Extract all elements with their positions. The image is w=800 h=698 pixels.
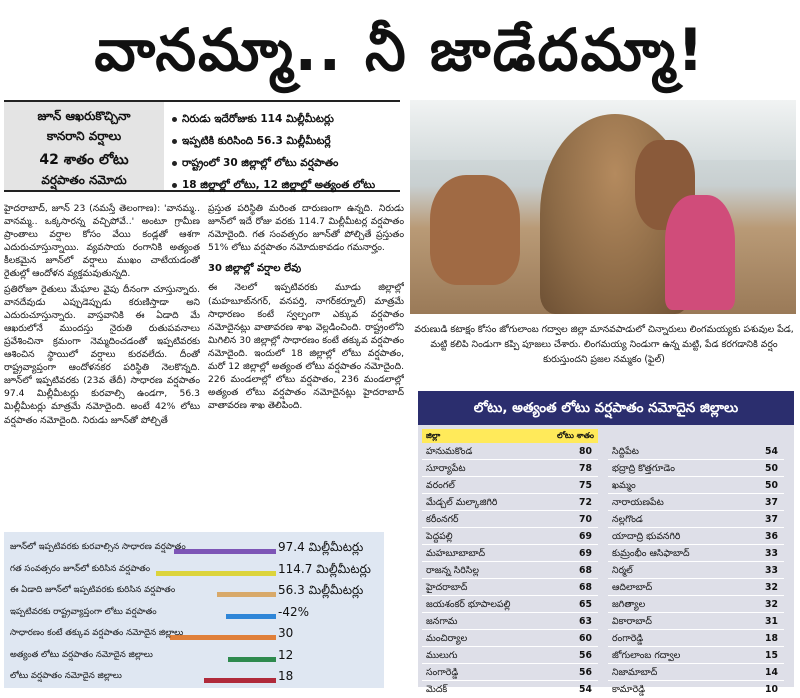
- article-paragraph: ప్రస్తుత పరిస్థితి మరింత దారుణంగా ఉన్నది. నిరుడు జూన్‌లో ఇదే రోజు వరకు 114.7 మిల్లీమీటర్ల వర్షపాతం నమోదైంది. గత సంవత్సరం జూన్‌తో పోల్చితే ప్రస్తుతం 51% లోటు వర్షపాతం నమోదుకావడం గమనార్హం.: [208, 203, 404, 254]
- stat-row: [10, 667, 380, 685]
- district-name: కరీంనగర్: [426, 514, 459, 525]
- stat-row: [10, 581, 380, 599]
- stat-value: -42%: [278, 604, 310, 619]
- district-row: [422, 477, 598, 494]
- district-name: మెదక్: [426, 684, 448, 695]
- district-row: [608, 443, 784, 460]
- district-name: వరంగల్: [426, 480, 455, 491]
- article-subheading: 30 జిల్లాల్లో వర్షాల లేవు: [208, 263, 302, 275]
- article-column-2: [208, 202, 404, 526]
- stat-label: ఇప్పటివరకు రాష్ట్రవ్యాప్తంగా లోటు వర్షపాతం: [10, 606, 157, 617]
- district-row: [608, 477, 784, 494]
- district-row: [422, 579, 598, 596]
- district-deficit: 10: [765, 684, 778, 695]
- district-deficit: 68: [579, 565, 592, 576]
- strap-left: [4, 102, 164, 190]
- district-deficit: 69: [579, 531, 592, 542]
- district-row: [608, 647, 784, 664]
- district-name: కామారెడ్డి: [612, 684, 645, 695]
- article-paragraph: ప్రతిరోజూ రైతులు మేఘాల వైపు దీనంగా చూస్తున్నారు. వానదేవుడు ఎప్పుడెప్పుడు కరుణిస్తాడా అని ఎదురుచూస్తున్నారు. వాస్తవానికి ఈ ఏడాది మే ఆఖరులోనే ముందస్తు నైరుతి రుతుపవనాలు ప్రవేశించినా క్రమంగా నెమ్మదించడంతో ఇప్పటివరకు ఆశించిన స్థాయిలో వర్షాలు కురవలేదు. దీంతో రాష్ట్రవ్యాప్తంగా ఆందోళనకర పరిస్థితి నెలకొన్నది. జూన్‌లో ఇప్పటివరకు (23వ తేదీ) సాధారణ వర్షపాతం 97.4 మిల్లీమీటర్లు కురవాల్సి ఉండగా, 56.3 మిల్లీమీటర్లు మాత్రమే నమోదైంది. అంటే 42% లోటు వర్షపాతం నమోదైంది. నిరుడు జూన్‌తో పోల్చితే: [4, 283, 200, 426]
- photo-child: [430, 175, 520, 285]
- district-deficit: 75: [579, 480, 592, 491]
- stat-row: [10, 624, 380, 642]
- district-name: యాదాద్రి భువనగిరి: [612, 531, 681, 542]
- strap: [4, 100, 400, 192]
- stat-value: 18: [278, 669, 294, 683]
- district-deficit: 14: [765, 667, 778, 678]
- district-deficit: 56: [579, 650, 592, 661]
- strap-left-line1: జూన్ ఆఖరుకొచ్చినా: [37, 109, 131, 123]
- district-deficit: 50: [765, 480, 778, 491]
- district-deficit: 60: [579, 633, 592, 644]
- district-row: [608, 664, 784, 681]
- district-deficit: 32: [765, 599, 778, 610]
- district-name: నారాయణపేట: [612, 497, 664, 508]
- district-row: [422, 647, 598, 664]
- strap-left-line4: వర్షపాతం నమోదు: [41, 173, 127, 187]
- stat-row: [10, 538, 380, 556]
- article-paragraph: ఈ నెలలో ఇప్పటివరకు మూడు జిల్లాల్లో (మహబూబ్‌నగర్, వనపర్తి, నాగర్‌కర్నూల్) మాత్రమే సాధారణం కంటే స్వల్పంగా ఎక్కువ వర్షపాతం నమోదైనట్లు వాతావరణ శాఖ వెల్లడించింది. రాష్ట్రంలోని మిగిలిన 30 జిల్లాల్లో సాధారణం కంటే తక్కువ వర్షపాతం నమోదైంది. ఇందులో 18 జిల్లాల్లో లోటు వర్షపాతం, మరో 12 జిల్లాల్లో అత్యంత లోటు వర్షపాతం నమోదైంది. 226 మండలాల్లో లోటు వర్షపాతం, 236 మండలాల్లో అత్యంత లోటు వర్షపాతం నమోదైనట్లు హైదరాబాద్ వాతావరణ శాఖ తెలిపింది.: [208, 282, 404, 412]
- stat-value: 56.3 మిల్లీమీటర్లు: [278, 583, 364, 597]
- district-name: కుమ్రంభీం ఆసిఫాబాద్: [612, 548, 690, 559]
- strap-point: రాష్ట్రంలో 30 జిల్లాల్లో లోటు వర్షపాతం: [170, 152, 400, 174]
- district-deficit: 56: [579, 667, 592, 678]
- district-name: మేడ్చల్ మల్కాజిగిరి: [426, 497, 498, 508]
- stat-label: అత్యంత లోటు వర్షపాతం నమోదైన జిల్లాలు: [10, 649, 153, 660]
- photo-child: [665, 195, 735, 310]
- district-row: [422, 613, 598, 630]
- districts-table: [418, 425, 794, 695]
- district-deficit: 65: [579, 599, 592, 610]
- district-deficit: 68: [579, 582, 592, 593]
- header-deficit: లోటు శాతం: [556, 431, 594, 440]
- stat-bar: [174, 549, 276, 554]
- stat-row: [10, 646, 380, 664]
- district-name: సంగారెడ్డి: [426, 667, 459, 678]
- district-row: [422, 443, 598, 460]
- district-name: ఆదిలాబాద్: [612, 582, 653, 593]
- district-name: నిర్మల్: [612, 565, 633, 576]
- article-paragraph: హైదరాబాద్, జూన్ 23 (నమస్తే తెలంగాణ): 'వానమ్మ.. వానమ్మ.. ఒక్కసారన్న వచ్చిపోవే..' అంటూ గ్రామీణ ప్రాంతాలు వర్షాల కోసం వేయి కండ్లతో ఆశగా ఎదురుచూస్తున్నాయి. వ్యవసాయ రంగానికి అత్యంత కీలకమైన జూన్‌లో వర్షాలు ముఖం చాటేయడంతో రైతుల్లో ఆందోళన వ్యక్తమవుతున్నది.: [4, 203, 200, 280]
- stat-label: సాధారణం కంటే తక్కువ వర్షపాతం నమోదైన జిల్లాలు: [10, 628, 184, 638]
- district-deficit: 63: [579, 616, 592, 627]
- district-name: రాజన్న సిరిసిల్ల: [426, 565, 479, 576]
- district-name: సిద్దిపేట: [612, 446, 639, 457]
- district-name: ములుగు: [426, 650, 458, 661]
- district-row: [608, 562, 784, 579]
- district-row: [608, 494, 784, 511]
- article-column-1: [4, 202, 200, 526]
- district-name: భద్రాద్రి కొత్తగూడెం: [612, 463, 675, 474]
- stat-bar: [156, 571, 276, 576]
- district-name: సూర్యాపేట: [426, 463, 466, 474]
- district-row: [422, 511, 598, 528]
- strap-point: 18 జిల్లాల్లో లోటు, 12 జిల్లాల్లో అత్యంత లోటు: [170, 174, 400, 196]
- district-row: [608, 613, 784, 630]
- district-row: [608, 511, 784, 528]
- strap-point: ఇప్పటికి కురిసింది 56.3 మిల్లీమీటర్లే: [170, 130, 400, 152]
- district-row: [608, 528, 784, 545]
- district-row: [422, 460, 598, 477]
- stat-value: 12: [278, 647, 294, 662]
- district-deficit: 33: [765, 548, 778, 559]
- district-name: వికారాబాద్: [612, 616, 652, 627]
- stat-bar: [170, 635, 276, 640]
- photo-children-rain-ritual: [410, 100, 796, 314]
- stat-bar: [204, 678, 276, 683]
- strap-point: నిరుడు ఇదేరోజుకు 114 మిల్లీమీటర్లు: [170, 108, 400, 130]
- districts-title: లోటు, అత్యంత లోటు వర్షపాతం నమోదైన జిల్లాలు: [418, 391, 794, 425]
- district-deficit: 32: [765, 582, 778, 593]
- stat-label: ఈ ఏడాది జూన్‌లో ఇప్పటివరకు కురిసిన వర్షపాతం: [10, 585, 176, 595]
- district-row: [608, 596, 784, 613]
- districts-column-left: [422, 429, 598, 698]
- photo-caption: వరుణుడి కటాక్షం కోసం జోగులాంబ గద్వాల జిల్లా మానవపాడులో చిన్నారులు లింగమయ్యకు పశువుల పేడ, మట్టి కలిపి నిండుగా కప్పి పూజలు చేశారు. లింగమయ్య నిండుగా ఉన్న మట్టి, పేడ కరగడానికి వర్షం కురుస్తుందని ప్రజల నమ్మకం (ఫైల్): [414, 324, 794, 365]
- district-deficit: 50: [765, 463, 778, 474]
- stat-row: [10, 603, 380, 621]
- districts-header: [422, 429, 598, 443]
- strap-points: [170, 108, 400, 196]
- district-name: జగిత్యాల: [612, 599, 646, 610]
- stat-label: జూన్‌లో ఇప్పటివరకు కురవాల్సిన సాధారణ వర్షపాతం: [10, 542, 186, 552]
- district-deficit: 54: [579, 684, 592, 695]
- district-name: పెద్దపల్లి: [426, 531, 453, 542]
- district-row: [608, 630, 784, 647]
- district-row: [422, 630, 598, 647]
- headline: వానమ్మా.. నీ జాడేదమ్మా!: [94, 16, 706, 84]
- district-deficit: 37: [765, 497, 778, 508]
- district-deficit: 54: [765, 446, 778, 457]
- district-row: [608, 681, 784, 698]
- district-deficit: 80: [579, 446, 592, 457]
- district-row: [608, 545, 784, 562]
- district-deficit: 37: [765, 514, 778, 525]
- district-row: [422, 596, 598, 613]
- district-row: [422, 528, 598, 545]
- district-name: నల్లగొండ: [612, 514, 643, 525]
- district-name: హనుమకొండ: [426, 446, 473, 457]
- stat-bar: [217, 592, 276, 597]
- stat-row: [10, 560, 380, 578]
- district-name: మంచిర్యాల: [426, 633, 468, 644]
- strap-left-line3: 42 శాతం లోటు: [39, 152, 129, 168]
- district-deficit: 69: [579, 548, 592, 559]
- stat-bar: [228, 657, 276, 662]
- district-deficit: 70: [579, 514, 592, 525]
- district-deficit: 36: [765, 531, 778, 542]
- district-row: [422, 562, 598, 579]
- district-row: [422, 681, 598, 698]
- district-row: [608, 579, 784, 596]
- district-name: హైదరాబాద్: [426, 582, 468, 593]
- district-row: [422, 545, 598, 562]
- stat-value: 30: [278, 626, 294, 640]
- header-district: జిల్లా: [426, 431, 441, 440]
- district-deficit: 15: [765, 650, 778, 661]
- district-deficit: 78: [579, 463, 592, 474]
- district-deficit: 18: [765, 633, 778, 644]
- district-name: నిజామాబాద్: [612, 667, 658, 678]
- stat-label: గత సంవత్సరం జూన్‌లో కురిసిన వర్షపాతం: [10, 563, 151, 574]
- districts-column-right: [608, 443, 784, 698]
- district-name: జయశంకర్ భూపాలపల్లి: [426, 599, 511, 610]
- district-name: రంగారెడ్డి: [612, 633, 644, 644]
- stat-bar: [226, 614, 276, 619]
- district-name: మహబూబాబాద్: [426, 548, 486, 559]
- district-row: [422, 664, 598, 681]
- district-row: [608, 460, 784, 477]
- stat-label: లోటు వర్షపాతం నమోదైన జిల్లాలు: [10, 671, 122, 681]
- district-deficit: 33: [765, 565, 778, 576]
- district-row: [422, 494, 598, 511]
- district-name: జోగులాంబ గద్వాల: [612, 650, 681, 661]
- district-deficit: 72: [579, 497, 592, 508]
- stat-value: 114.7 మిల్లీమీటర్లు: [278, 561, 371, 576]
- strap-left-line2: కానరాని వర్షాలు: [46, 129, 122, 143]
- district-deficit: 31: [765, 616, 778, 627]
- district-name: ఖమ్మం: [612, 480, 636, 491]
- district-name: జనగామ: [426, 616, 458, 627]
- rainfall-stats-panel: [4, 532, 384, 688]
- stat-value: 97.4 మిల్లీమీటర్లు: [278, 540, 364, 554]
